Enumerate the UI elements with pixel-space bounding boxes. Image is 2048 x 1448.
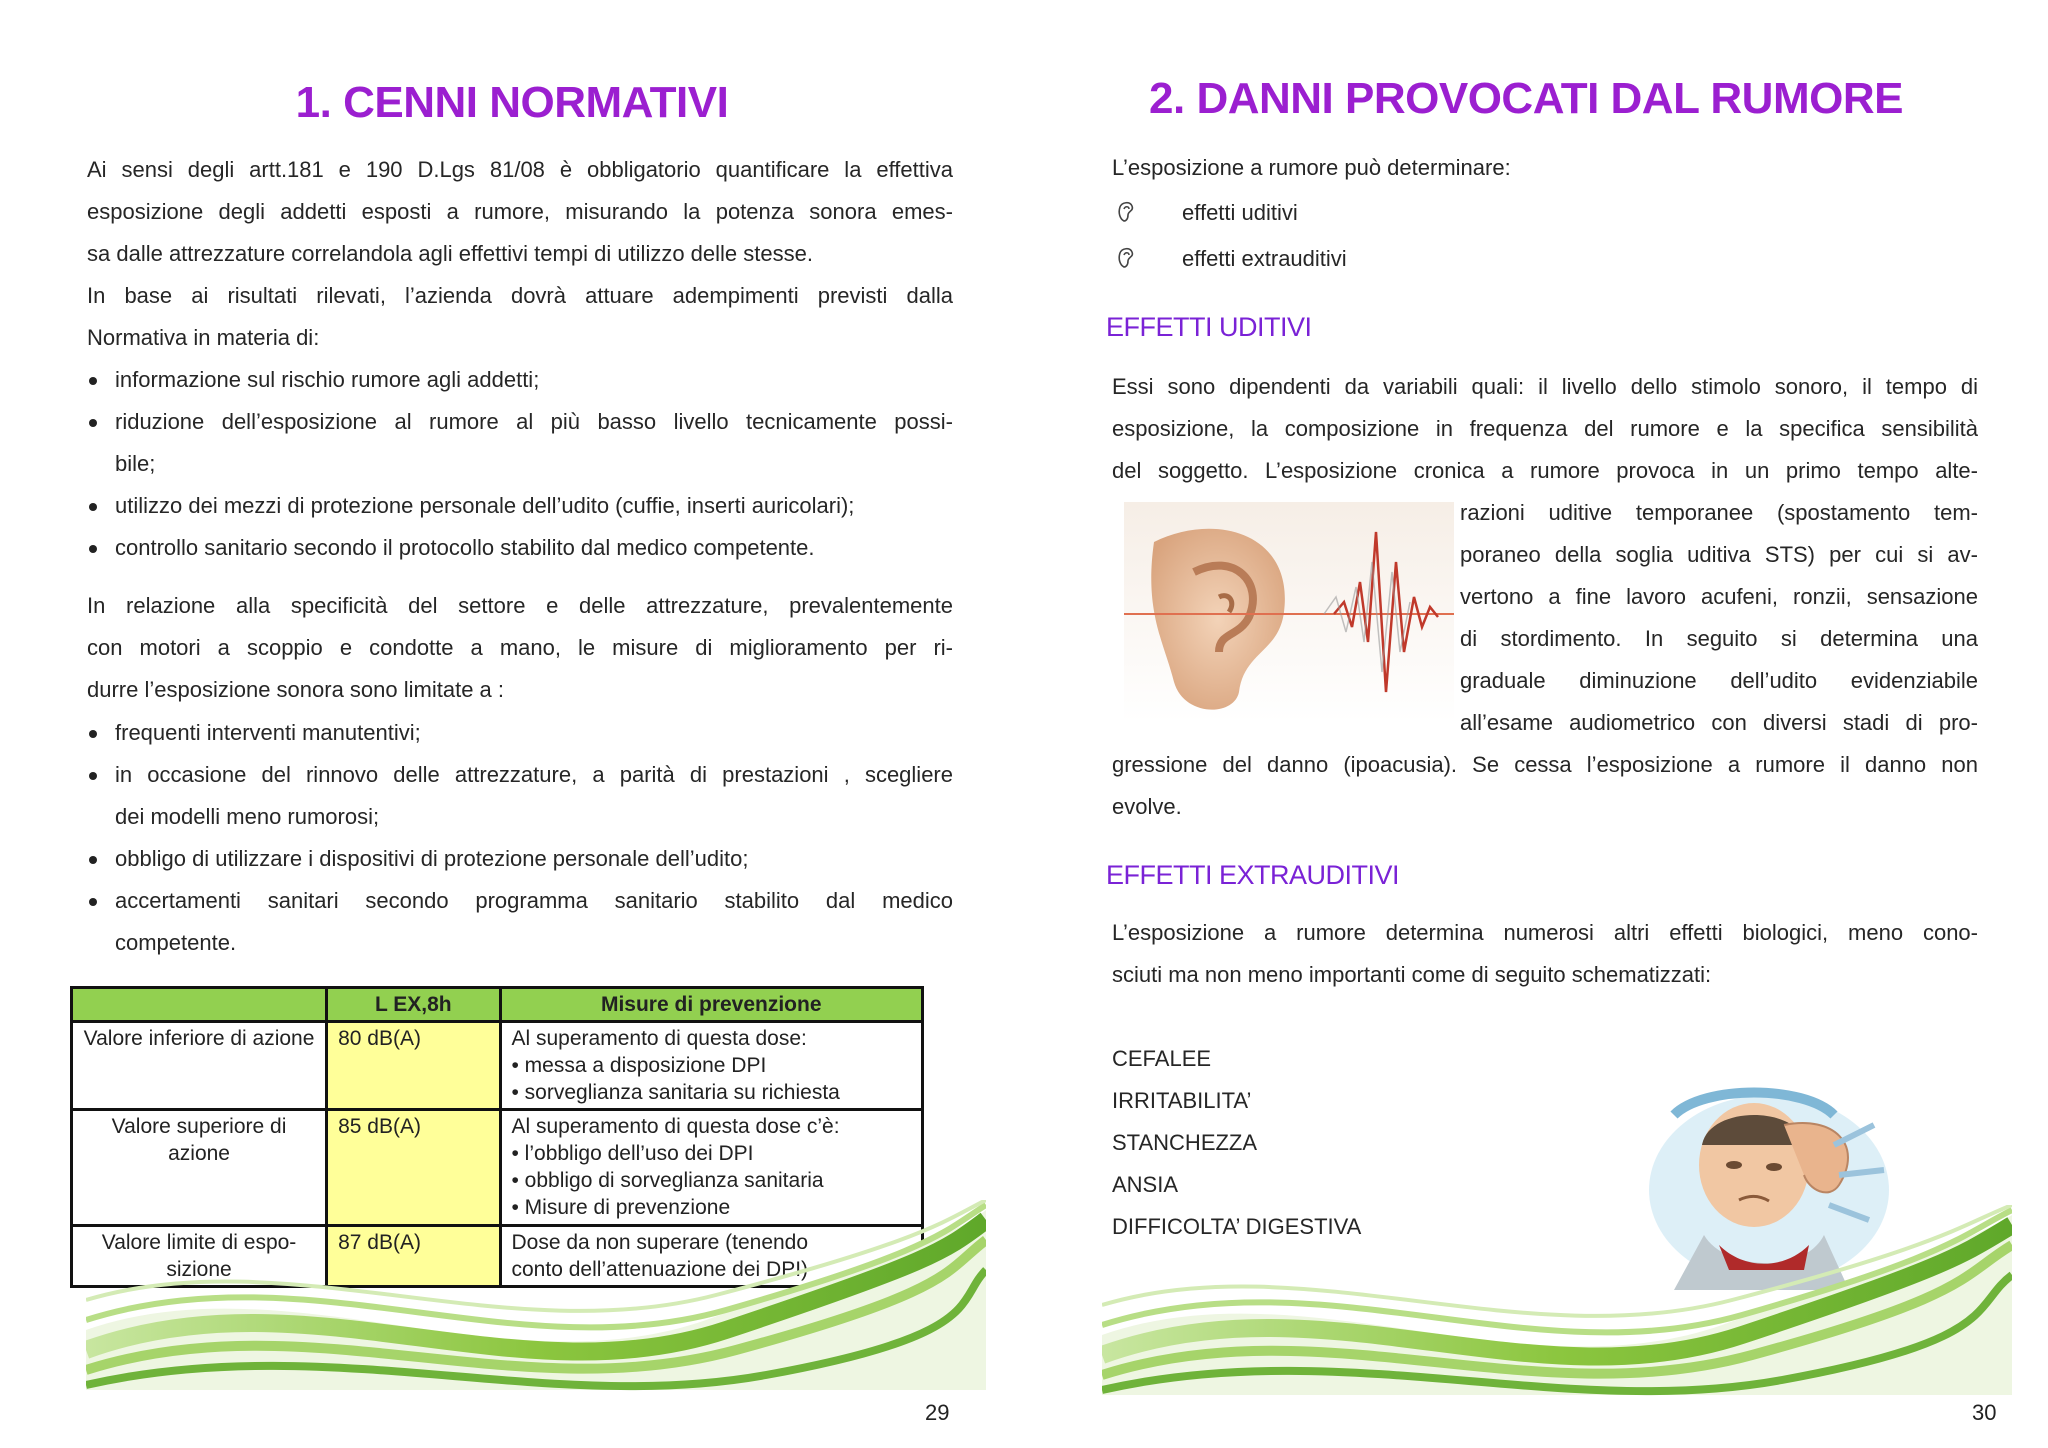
right-page <box>1024 0 2048 1448</box>
green-wave-decoration <box>1102 1205 2012 1400</box>
text-line: sa dalle attrezzature correlandola agli effettivi tempi di utilizzo delle stesse. <box>87 241 813 266</box>
list-item: informazione sul rischio rumore agli addetti; <box>87 359 953 401</box>
requirements-list <box>87 359 953 569</box>
measures-cell: Al superamento di questa dose c’è: • l’obbligo dell’uso dei DPI • obbligo di sorveglianza sanitaria • Misure di prevenzione <box>500 1110 923 1226</box>
intro-paragraph <box>87 149 953 359</box>
page-number: 30 <box>1972 1400 1997 1425</box>
ear-icon <box>1112 199 1152 227</box>
ear-soundwave-illustration <box>1124 502 1454 722</box>
text-line: con motori a scoppio e condotte a mano, le misure di miglioramento per ri- <box>87 635 953 660</box>
table-header-cell <box>72 988 327 1022</box>
row-label: Valore inferiore di azione <box>72 1022 327 1110</box>
text-line: In relazione alla specificità del settore e delle attrezzature, prevalentemente <box>87 593 953 618</box>
uditivi-wrap-text: razioni uditive temporanee (spostamento tem- poraneo della soglia uditiva STS) per cui si av- vertono a fine lavoro acufeni, ronzii, sensazione di stordimento. In seguito si determina una graduale diminuzione dell’udito evidenziabile all’esame audiometrico con diversi stadi di pro- <box>1460 500 1978 735</box>
improvement-list <box>87 712 953 964</box>
list-item: accertamenti sanitari secondo programma sanitario stabilito dal medico competente. <box>87 880 953 964</box>
text-line: durre l’esposizione sonora sono limitate a : <box>87 677 505 702</box>
relation-paragraph <box>87 585 953 711</box>
table-header-cell: L EX,8h <box>327 988 500 1022</box>
list-item <box>1112 190 1347 236</box>
text-line: In base ai risultati rilevati, l’azienda dovrà attuare adempimenti previsti dalla <box>87 283 953 308</box>
list-item: IRRITABILITA’ <box>1112 1088 1252 1113</box>
list-item: ANSIA <box>1112 1172 1179 1197</box>
list-item: in occasione del rinnovo delle attrezzature, a parità di prestazioni , scegliere dei modelli meno rumorosi; <box>87 754 953 838</box>
list-item <box>1112 236 1347 282</box>
page-number: 29 <box>925 1400 950 1425</box>
green-wave-decoration <box>86 1200 986 1400</box>
list-item-label: effetti uditivi <box>1182 200 1298 225</box>
uditivi-tail-text: gressione del danno (ipoacusia). Se cessa l’esposizione a rumore il danno non evolve. <box>1112 752 1978 819</box>
list-item: controllo sanitario secondo il protocollo stabilito dal medico competente. <box>87 527 953 569</box>
measures-cell: Dose da non superare (tenendo conto dell’attenuazione dei DPI) <box>500 1226 923 1287</box>
list-item: CEFALEE <box>1112 1046 1212 1071</box>
text-line: Normativa in materia di: <box>87 325 320 350</box>
lex-value: 85 dB(A) <box>327 1110 500 1226</box>
list-item: DIFFICOLTA’ DIGESTIVA <box>1112 1214 1362 1239</box>
table-row <box>72 1022 923 1110</box>
lex-value: 87 dB(A) <box>327 1226 500 1287</box>
page-title: 2. DANNI PROVOCATI DAL RUMORE <box>1149 74 1903 123</box>
page-title: 1. CENNI NORMATIVI <box>295 78 729 127</box>
row-label: Valore superiore di azione <box>72 1110 327 1226</box>
lex-value: 80 dB(A) <box>327 1022 500 1110</box>
list-item: frequenti interventi manutentivi; <box>87 712 953 754</box>
table-header-cell: Misure di prevenzione <box>500 988 923 1022</box>
list-item: STANCHEZZA <box>1112 1130 1258 1155</box>
extrauditivi-paragraph: L’esposizione a rumore determina numerosi altri effetti biologici, meno cono- sciuti ma non meno importanti come di seguito schematizzati: <box>1112 920 1978 987</box>
text-line: esposizione degli addetti esposti a rumore, misurando la potenza sonora emes- <box>87 199 953 224</box>
row-label: Valore limite di espo-sizione <box>72 1226 327 1287</box>
list-item: obbligo di utilizzare i dispositivi di protezione personale dell’udito; <box>87 838 953 880</box>
measures-cell: Al superamento di questa dose: • messa a disposizione DPI • sorveglianza sanitaria su richiesta <box>500 1022 923 1110</box>
effects-type-list <box>1112 190 1347 282</box>
list-item: utilizzo dei mezzi di protezione personale dell’udito (cuffie, inserti auricolari); <box>87 485 953 527</box>
table-header-row <box>72 988 923 1022</box>
list-item-label: effetti extrauditivi <box>1182 246 1347 271</box>
ear-icon <box>1112 245 1152 273</box>
uditivi-paragraph: Essi sono dipendenti da variabili quali: il livello dello stimolo sonoro, il tempo di esposizione, la composizione in frequenza del rumore e la specifica sensibilità del soggetto. L’esposizione cronica a rumore provoca in un primo tempo alte- <box>1112 374 1978 483</box>
section-heading: EFFETTI EXTRAUDITIVI <box>1106 860 1400 890</box>
section-heading: EFFETTI UDITIVI <box>1106 312 1312 342</box>
list-item: riduzione dell’esposizione al rumore al più basso livello tecnicamente possi- bile; <box>87 401 953 485</box>
text-line: Ai sensi degli artt.181 e 190 D.Lgs 81/08 è obbligatorio quantificare la effettiva <box>87 157 953 182</box>
intro-text: L’esposizione a rumore può determinare: <box>1112 155 1511 180</box>
